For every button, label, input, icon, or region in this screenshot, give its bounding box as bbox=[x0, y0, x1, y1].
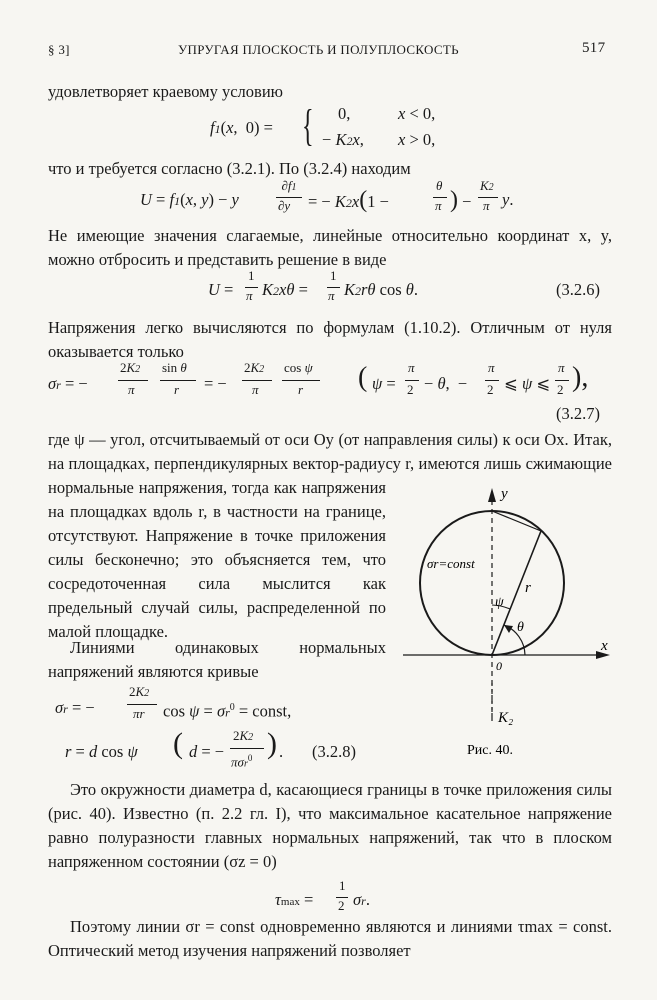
equation-2: U = f1(x, y) − y ∂f1 ∂y = − K2x(1 − θ π ) − K2 π y. bbox=[140, 178, 514, 213]
equation-number-6: (3.2.8) bbox=[312, 742, 356, 761]
equation-7: τmax = 1 2 σr. bbox=[275, 878, 370, 913]
chord-line bbox=[492, 511, 541, 531]
label-psi: ψ bbox=[495, 595, 504, 610]
equation-4: σr = − 2K2 π sin θ r = − 2K2 π cos ψ r ( ψ = π 2 − θ, − π 2 ⩽ ψ ⩽ π 2 ), bbox=[48, 360, 589, 397]
paragraph-4: Напряжения легко вычисляются по формулам (1.10.2). Отличным от нуля оказывается только bbox=[48, 318, 612, 361]
equation-1: f1(x, 0) = { 0, x < 0, − K2x, x > 0, bbox=[210, 101, 436, 150]
label-y: y bbox=[501, 486, 508, 502]
running-title: УПРУГАЯ ПЛОСКОСТЬ И ПОЛУПЛОСКОСТЬ bbox=[178, 42, 459, 57]
equation-5: σr = − 2K2 πr $\cos \psi = \sigma r^0$ = const, bbox=[55, 684, 292, 721]
y-axis-arrow bbox=[488, 488, 496, 502]
paragraph-2: что и требуется согласно (3.2.1). По (3.2.4) находим bbox=[48, 159, 411, 178]
paragraph-1: удовлетворяет краевому условию bbox=[48, 82, 283, 101]
label-circle: σr=const bbox=[427, 556, 475, 571]
equation-6: r = d cos ψ ( d = − 2K2 πσr$^0$ ) . bbox=[65, 727, 284, 770]
paragraph-7: Это окружности диаметра d, касающиеся границы в точке приложения силы (рис. 40). Известно (п. 2.2 гл. I), что максимальное касательное напряжение равно полуразности главных нормальных напряжений, так что в плоском напряженном состоянии (σz = 0) bbox=[48, 780, 612, 871]
label-r: r bbox=[525, 580, 531, 596]
paragraph-3: Не имеющие значения слагаемые, линейные относительно координат x, y, можно отбросить и представить решение в виде bbox=[48, 226, 612, 269]
equation-number-4: (3.2.7) bbox=[556, 404, 600, 423]
page-number: 517 bbox=[582, 40, 606, 56]
label-origin: 0 bbox=[496, 659, 502, 673]
radius-line bbox=[492, 531, 541, 655]
equation-3: U = 1 π K2xθ = 1 π K2rθ cos θ. bbox=[208, 268, 419, 303]
label-theta: θ bbox=[517, 620, 524, 635]
equation-number-3: (3.2.6) bbox=[556, 280, 600, 299]
label-x: x bbox=[601, 638, 608, 654]
running-section: § 3] bbox=[48, 42, 70, 57]
paragraph-8: Поэтому линии σr = const одновременно являются и линиями τmax = const. Оптический метод изучения напряжений позволяет bbox=[48, 917, 612, 960]
paragraph-6: Линиями одинаковых нормальных напряжений являются кривые bbox=[48, 638, 386, 681]
figure-caption: Рис. 40. bbox=[467, 743, 513, 758]
paragraph-5-narrow: нормальные напряжения, тогда как напряжения на площадках вдоль r, в частности на границе, отсутствуют. Напряжение в точке приложения силы бесконечно; это объясняется тем, что сосредоточенная сила мыслится как предельный случай силы, распределенной по малой площадке. bbox=[48, 478, 386, 641]
label-force: K₂ bbox=[498, 710, 514, 726]
figure-40 bbox=[395, 478, 620, 763]
paragraph-5: где ψ — угол, отсчитываемый от оси Oy (от направления силы) к оси Ox. Итак, на площадках, перпендикулярных вектор-радиусу r, имеются лишь сжимающие bbox=[48, 430, 612, 473]
